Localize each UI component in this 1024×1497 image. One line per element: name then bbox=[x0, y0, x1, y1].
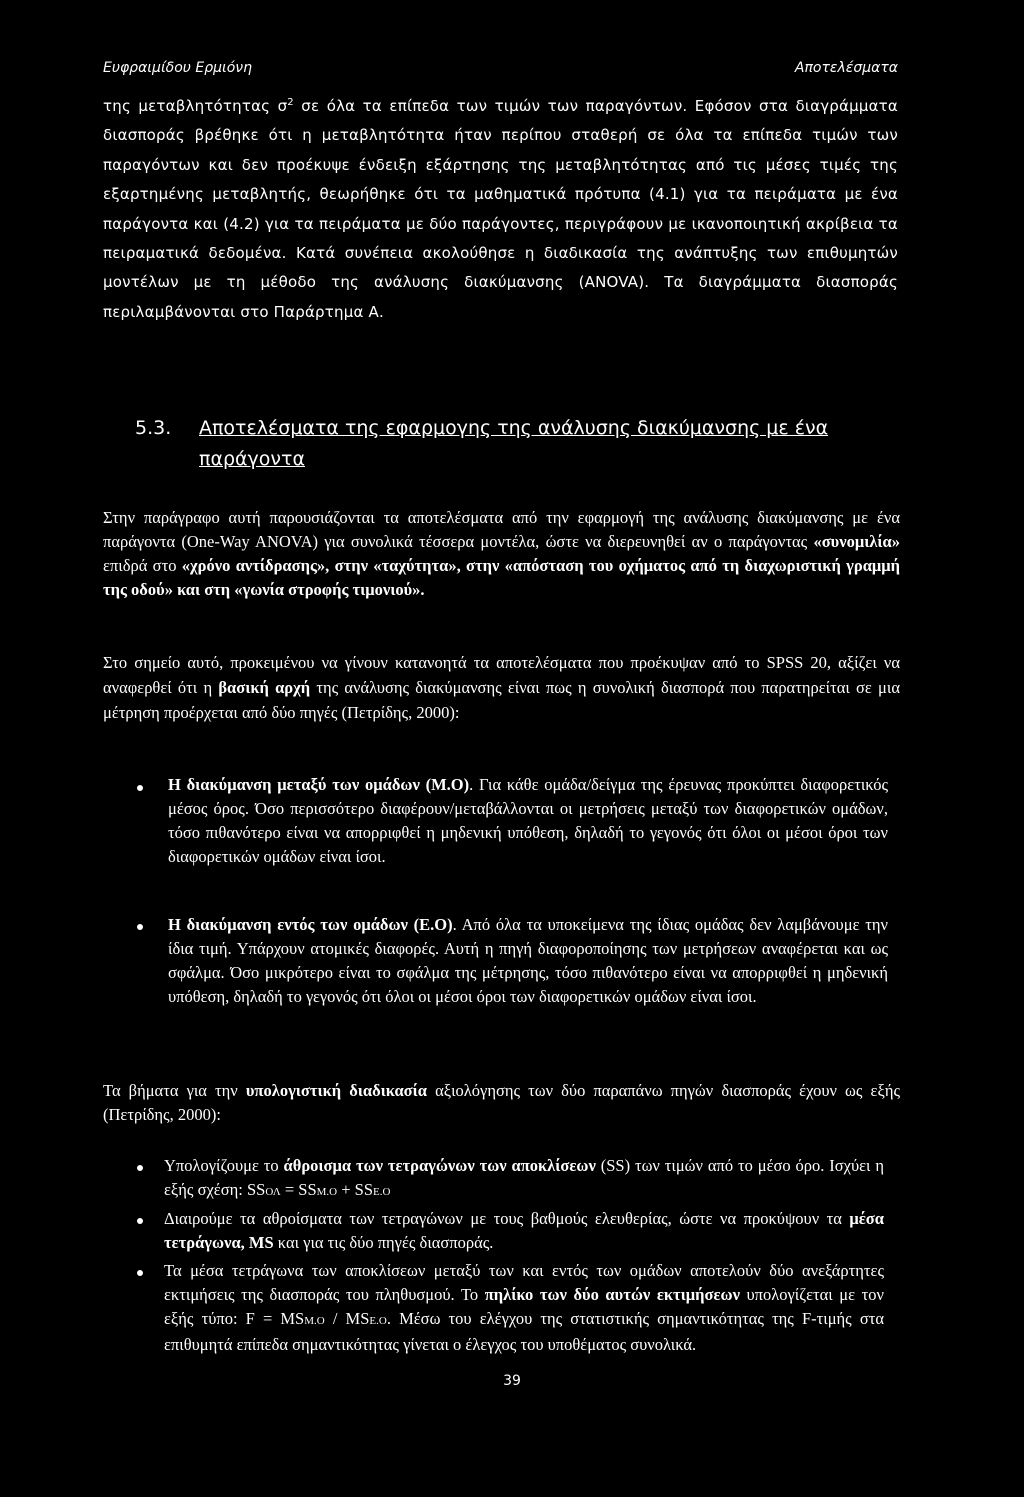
p3-bold: βασική αρχή bbox=[218, 678, 311, 697]
p3-text-2: της ανάλυσης διακύμανσης είναι πως η συνολική διασπορά που παρατηρείται σε μια μέτρηση προέρχεται από δύο πηγές (Πετρίδης, 2000): bbox=[103, 678, 900, 722]
p4-bold: υπολογιστική διαδικασία bbox=[245, 1081, 427, 1100]
header-author: Ευφραιμίδου Ερμιόνη bbox=[103, 60, 252, 76]
intro-paragraph bbox=[103, 92, 898, 327]
section-heading bbox=[135, 413, 900, 475]
b3-text-4: . Μέσω του ελέγχου της στατιστικής σημαντικότητας της F-τιμής στα επιθυμητά επίπεδα σημαντικότητας γίνεται ο έλεγχος του υποθέματος συνολικά. bbox=[164, 1309, 884, 1354]
p2-text-2: επιδρά στο bbox=[103, 556, 182, 575]
b1-bold: άθροισμα των τετραγώνων των αποκλίσεων bbox=[283, 1156, 596, 1175]
bullet-icon bbox=[137, 785, 143, 791]
section-number: 5.3. bbox=[135, 417, 172, 439]
bullet2-text: . Από όλα τα υποκείμενα της ίδιας ομάδας δεν λαμβάνουμε την ίδια τιμή. Υπάρχουν ατομικές διαφορές. Αυτή η πηγή διαφοροποίησης των μετρήσεων αναφέρεται και ως σφάλμα. Όσο μικρότερο είναι το σφάλμα της μέτρησης, τόσο πιθανότερο είναι να απορριφθεί η μηδενική υπόθεση, δηλαδή το γεγονός ότι όλοι οι μέσοι όροι των διαφορετικών ομάδων είναι ίσοι. bbox=[168, 915, 888, 1006]
p2-bold-2: «χρόνο αντίδρασης», στην «ταχύτητα», στην «απόσταση του οχήματος από τη διαχωριστική γραμμή της οδού» και στη «γωνία στροφής τιμονιού». bbox=[103, 556, 900, 599]
bullet-icon bbox=[137, 1218, 143, 1224]
p3-text: Στο σημείο αυτό, προκειμένου να γίνουν κατανοητά τα αποτελέσματα που προέκυψαν από το SPSS 20, αξίζει να αναφερθεί ότι η bbox=[103, 653, 900, 697]
b1-text-3: = SS bbox=[280, 1180, 317, 1199]
intro-text-a: της μεταβλητότητας σ bbox=[103, 97, 288, 115]
b3-text-2: υπολογίζεται με τον εξής τύπο: F = MS bbox=[164, 1285, 884, 1328]
b2-text: Διαιρούμε τα αθροίσματα των τετραγώνων με τους βαθμούς ελευθερίας, ώστε να προκύψουν τα bbox=[164, 1209, 850, 1228]
b2-bold: μέσα τετράγωνα, MS bbox=[164, 1209, 884, 1252]
p2-text: Στην παράγραφο αυτή παρουσιάζονται τα αποτελέσματα από την εφαρμογή της ανάλυσης διακύμανσης με ένα παράγοντα (One-Way ANOVA) για συνολικά τέσσερα μοντέλα, ώστε να διερευνηθεί αν ο παράγοντας bbox=[103, 508, 900, 551]
b1-text-4: + SS bbox=[337, 1180, 374, 1199]
b2-text-2: και για τις δύο πηγές διασποράς. bbox=[273, 1233, 494, 1252]
p4-text-2: αξιολόγησης των δύο παραπάνω πηγών διασποράς έχουν ως εξής (Πετρίδης, 2000): bbox=[103, 1081, 900, 1124]
p2-bold-1: «συνομιλία» bbox=[813, 532, 900, 551]
page-number: 39 bbox=[503, 1373, 521, 1389]
b3-text-3: / MS bbox=[324, 1309, 370, 1328]
b1-text-2: (SS) των τιμών από το μέσο όρο. Ισχύει η εξής σχέση: SS bbox=[164, 1156, 884, 1199]
b1-text: Υπολογίζουμε το bbox=[164, 1156, 284, 1175]
section-title-line2: παράγοντα bbox=[199, 448, 305, 470]
paragraph-basic-principle bbox=[103, 650, 900, 725]
bullet-icon bbox=[137, 1270, 143, 1276]
section-title-line1: Αποτελέσματα της εφαρμογης της ανάλυσης διακύμανσης με ένα bbox=[199, 417, 829, 439]
bullet2-bold: Η διακύμανση εντός των ομάδων (Ε.Ο) bbox=[168, 915, 453, 934]
bullet1-text: . Για κάθε ομάδα/δείγμα της έρευνας προκύπτει διαφορετικός μέσος όρος. Όσο περισσότερο διαφέρουν/μεταβάλλονται οι μετρήσεις μεταξύ των διαφορετικών ομάδων, τόσο πιθανότερο είναι να απορριφθεί η μηδενική υπόθεση, δηλαδή το γεγονός ότι όλοι οι μέσοι όροι των διαφορετικών ομάδων είναι ίσοι. bbox=[168, 775, 889, 866]
b1-sub-2: Μ.Ο bbox=[316, 1186, 338, 1198]
bullet-icon bbox=[137, 924, 143, 930]
list-item-between-groups bbox=[168, 773, 888, 869]
paragraph-one-way-anova bbox=[103, 506, 900, 602]
list-item-mean-squares bbox=[164, 1207, 884, 1255]
bullet-icon bbox=[137, 1165, 143, 1171]
b1-sub-3: Ε.Ο bbox=[373, 1186, 391, 1198]
list-item-sum-of-squares bbox=[164, 1154, 884, 1204]
b3-sub-2: Ε.Ο bbox=[369, 1315, 387, 1327]
b3-sub-1: Μ.Ο bbox=[304, 1315, 325, 1327]
sigma-superscript: 2 bbox=[287, 97, 294, 108]
b3-bold: πηλίκο των δύο αυτών εκτιμήσεων bbox=[484, 1285, 740, 1304]
b3-text: Τα μέσα τετράγωνα των αποκλίσεων μεταξύ των και εντός των ομάδων αποτελούν δύο ανεξάρτητες εκτιμήσεις της διασποράς του πληθυσμού. Το bbox=[164, 1261, 884, 1304]
list-item-within-groups bbox=[168, 913, 888, 1009]
intro-text-b: σε όλα τα επίπεδα των τιμών των παραγόντων. Εφόσον στα διαγράμματα διασποράς βρέθηκε ότι η μεταβλητότητα ήταν περίπου σταθερή σε όλα τα επίπεδα τιμών των παραγόντων και δεν προέκυψε ένδειξη εξάρτησης της μεταβλητότητας από τις μέσες τιμές της εξαρτημένης μεταβλητής, θεωρήθηκε ότι τα μαθηματικά πρότυπα (4.1) για τα πειράματα με ένα παράγοντα και (4.2) για τα πειράματα με δύο παράγοντες, περιγράφουν με ικανοποιητική ακρίβεια τα πειραματικά δεδομένα. Κατά συνέπεια ακολούθησε η διαδικασία της ανάπτυξης των επιθυμητών μοντέλων με τη μέθοδο της ανάλυσης διακύμανσης (ANOVA). Τα διαγράμματα διασποράς περιλαμβάνονται στο Παράρτημα Α. bbox=[103, 97, 898, 321]
p4-text: Τα βήματα για την bbox=[103, 1081, 246, 1100]
header-section: Αποτελέσματα bbox=[794, 60, 898, 76]
paragraph-computation-steps bbox=[103, 1079, 900, 1127]
b1-sub-1: ΟΛ bbox=[265, 1186, 281, 1198]
bullet1-bold: Η διακύμανση μεταξύ των ομάδων (Μ.Ο) bbox=[168, 775, 470, 794]
list-item-f-ratio bbox=[164, 1259, 884, 1357]
